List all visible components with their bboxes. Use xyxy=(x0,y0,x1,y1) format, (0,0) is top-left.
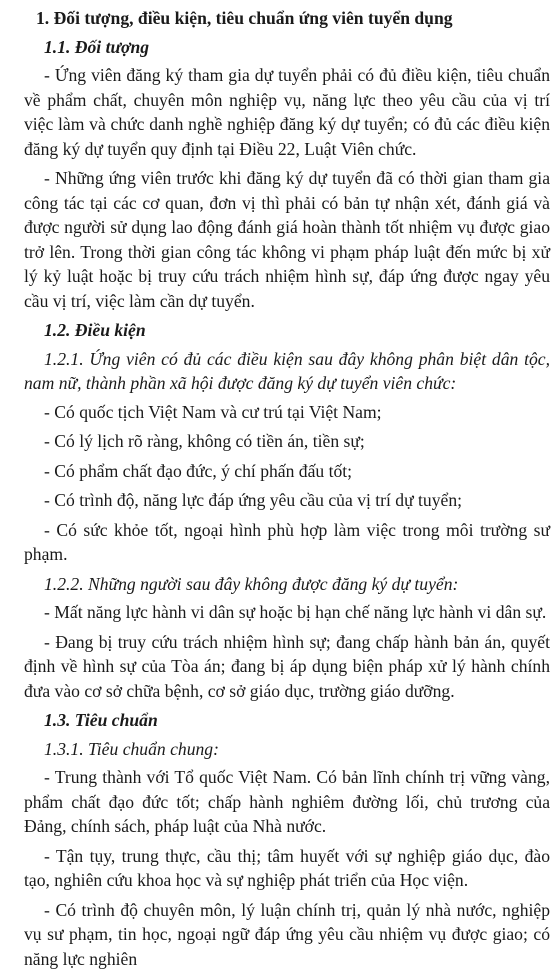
subsection-heading: 1.2.1. Ứng viên có đủ các điều kiện sau đây không phân biệt dân tộc, nam nữ, thành phần xã hội được đăng ký dự tuyển viên chức: xyxy=(24,347,550,396)
list-item: - Đang bị truy cứu trách nhiệm hình sự; đang chấp hành bản án, quyết định về hình sự của Tòa án; đang bị áp dụng biện pháp xử lý hành chính đưa vào cơ sở chữa bệnh, cơ sở giáo dục, trường giáo dưỡng. xyxy=(24,630,550,704)
subsection-heading: 1.3.1. Tiêu chuẩn chung: xyxy=(24,737,550,762)
section-heading-doi-tuong: 1.1. Đối tượng xyxy=(24,35,550,60)
list-item: - Có phẩm chất đạo đức, ý chí phấn đấu tốt; xyxy=(24,459,550,484)
section-heading-dieu-kien: 1.2. Điều kiện xyxy=(24,318,550,343)
list-item: - Trung thành với Tổ quốc Việt Nam. Có bản lĩnh chính trị vững vàng, phẩm chất đạo đức tốt; chấp hành nghiêm đường lối, chủ trương của Đảng, chính sách, pháp luật của Nhà nước. xyxy=(24,765,550,839)
list-item: - Có trình độ, năng lực đáp ứng yêu cầu của vị trí dự tuyển; xyxy=(24,488,550,513)
list-item: - Có sức khỏe tốt, ngoại hình phù hợp làm việc trong môi trường sư phạm. xyxy=(24,518,550,567)
list-item: - Có quốc tịch Việt Nam và cư trú tại Việt Nam; xyxy=(24,400,550,425)
subsection-heading: 1.2.2. Những người sau đây không được đăng ký dự tuyển: xyxy=(24,572,550,597)
list-item: - Có lý lịch rõ ràng, không có tiền án, tiền sự; xyxy=(24,429,550,454)
paragraph: - Ứng viên đăng ký tham gia dự tuyển phải có đủ điều kiện, tiêu chuẩn về phẩm chất, chuyên môn nghiệp vụ, năng lực theo yêu cầu của vị trí việc làm và chức danh nghề nghiệp đăng ký dự tuyển; có đủ các điều kiện đăng ký dự tuyển quy định tại Điều 22, Luật Viên chức. xyxy=(24,63,550,161)
list-item: - Mất năng lực hành vi dân sự hoặc bị hạn chế năng lực hành vi dân sự. xyxy=(24,600,550,625)
section-heading-tieu-chuan: 1.3. Tiêu chuẩn xyxy=(24,708,550,733)
list-item: - Có trình độ chuyên môn, lý luận chính trị, quản lý nhà nước, nghiệp vụ sư phạm, tin học, ngoại ngữ đáp ứng yêu cầu nhiệm vụ được giao; có năng lực nghiên xyxy=(24,898,550,971)
paragraph: - Những ứng viên trước khi đăng ký dự tuyển đã có thời gian tham gia công tác tại các cơ quan, đơn vị thì phải có bản tự nhận xét, đánh giá và được người sử dụng lao động đánh giá hoàn thành tốt nhiệm vụ được giao trở lên. Trong thời gian công tác không vi phạm pháp luật đến mức bị xử lý kỷ luật hoặc bị truy cứu trách nhiệm hình sự, đáp ứng được ngay yêu cầu vị trí, việc làm cần dự tuyển. xyxy=(24,166,550,313)
main-heading: 1. Đối tượng, điều kiện, tiêu chuẩn ứng viên tuyển dụng xyxy=(24,6,550,31)
list-item: - Tận tụy, trung thực, cầu thị; tâm huyết với sự nghiệp giáo dục, đào tạo, nghiên cứu khoa học và sự nghiệp phát triển của Học viện. xyxy=(24,844,550,893)
